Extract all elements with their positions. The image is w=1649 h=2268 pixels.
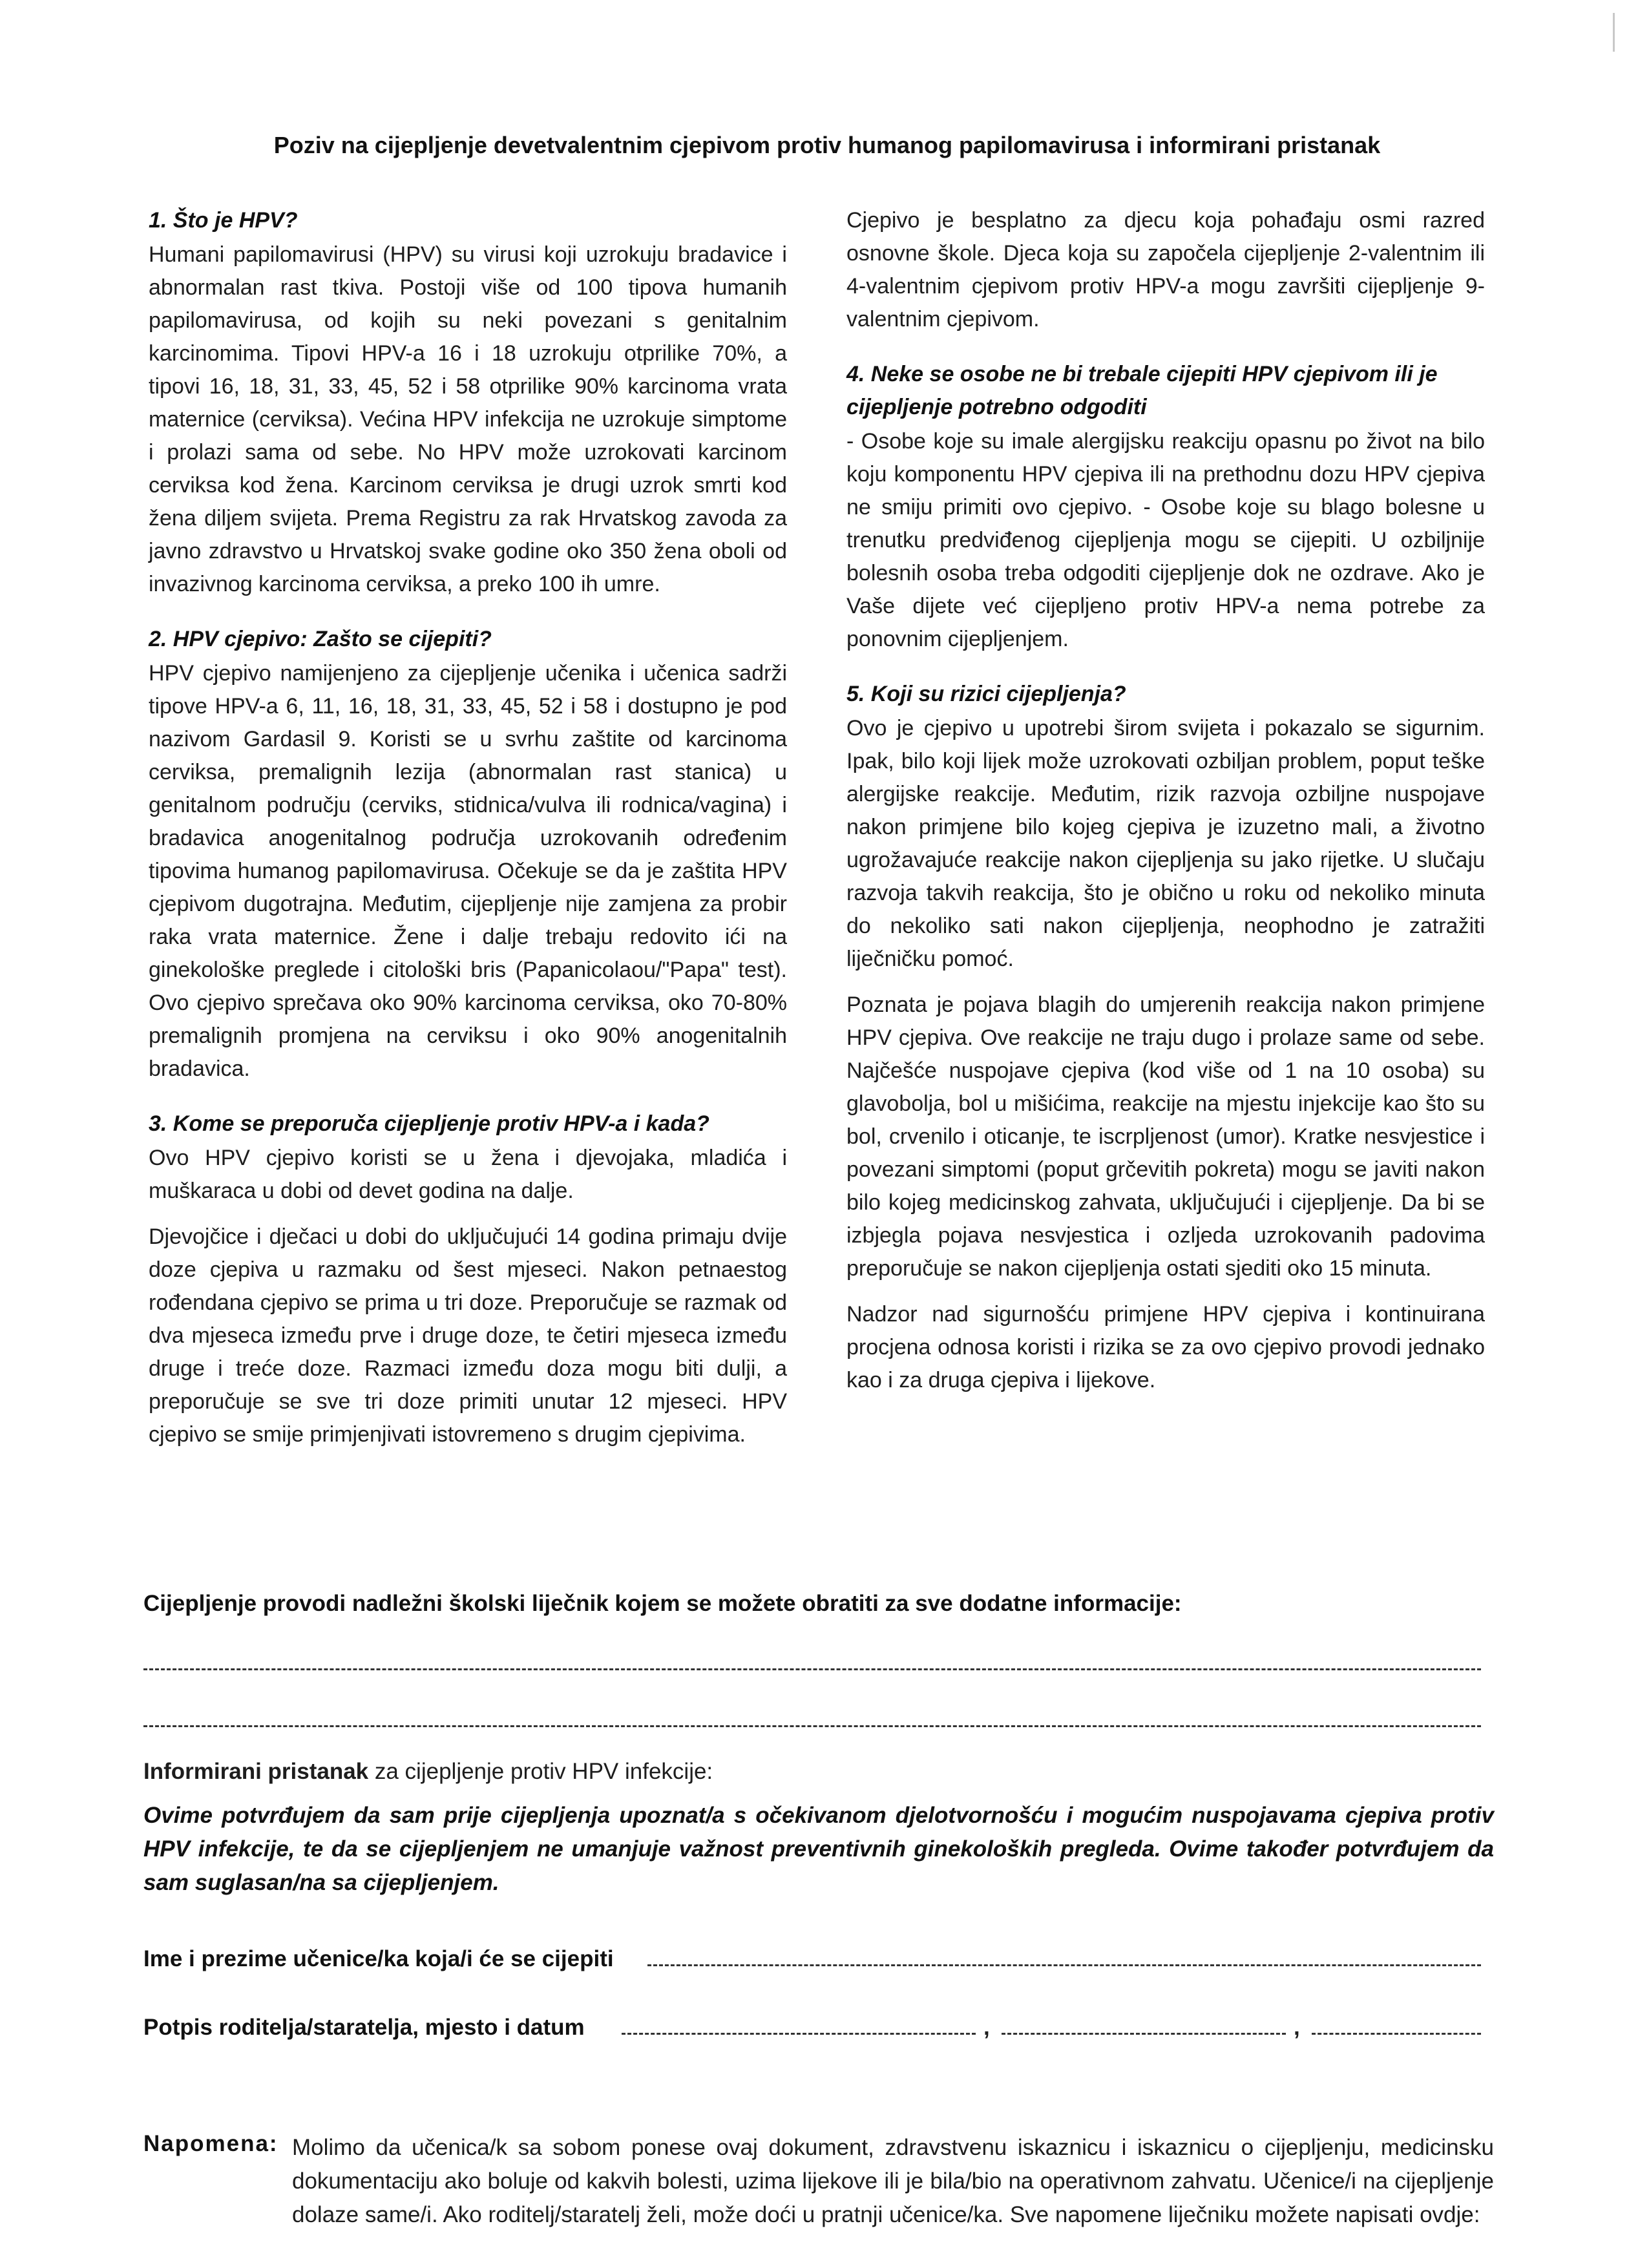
consent-heading [143,1759,713,1785]
section-heading: 2. HPV cjepivo: Zašto se cijepiti? [149,627,492,651]
parent-signature-label: Potpis roditelja/staratelja, mjesto i datum [143,2015,585,2040]
student-name-field[interactable] [647,1964,1481,1966]
section-why-vaccinate [149,623,787,1086]
left-column [149,204,787,1473]
contact-fill-line-2[interactable] [143,1725,1481,1727]
note-text: Molimo da učenica/k sa sobom ponese ovaj dokument, zdravstvenu iskaznicu i iskaznicu o cijepljenju, medicinsku dokumentaciju ako boluje od kakvih bolesti, uzima lijekove ili je bila/bio na operativnom zahvatu. Učenice/i na cijepljenje dolaze same/i. Ako roditelj/staratelj želi, može doći u pratnji učenice/ka. Sve napomene liječniku možete napisati ovdje: [292,2135,1494,2227]
consent-heading-rest: za cijepljenje protiv HPV infekcije: [368,1759,713,1784]
parent-signature-field[interactable] [622,2033,976,2035]
section-contraindications [846,358,1485,656]
student-name-label: Ime i prezime učenice/ka koja/i će se cijepiti [143,1946,614,1971]
section-who-and-when [149,1108,787,1451]
field-separator: , [983,2015,990,2040]
section-paragraph: Ovo HPV cjepivo koristi se u žena i djevojaka, mladića i muškaraca u dobi od devet godina na dalje. [149,1146,787,1203]
note-label: Napomena: [143,2131,278,2156]
date-field[interactable] [1312,2033,1481,2035]
document-title: Poziv na cijepljenje devetvalentnim cjepivom protiv humanog papilomavirusa i informirani pristanak [273,132,1381,158]
field-separator: , [1294,2015,1300,2040]
right-column [846,204,1485,1419]
section-paragraph: Humani papilomavirusi (HPV) su virusi koji uzrokuju bradavice i abnormalan rast tkiva. Postoji više od 100 tipova humanih papilomavirusa, od kojih su neki povezani s genitalnim karcinomima. Tipovi HPV-a 16 i 18 uzrokuju otprilike 70%, a tipovi 16, 18, 31, 33, 45, 52 i 58 otprilike 90% karcinoma vrata maternice (cerviksa). Većina HPV infekcija ne uzrokuje simptome i prolazi sama od sebe. No HPV može uzrokovati karcinom cerviksa kod žena. Karcinom cerviksa je drugi uzrok smrti kod žena diljem svijeta. Prema Registru za rak Hrvatskog zavoda za javno zdravstvo u Hrvatskoj svake godine oko 350 žena oboli od invazivnog karcinoma cerviksa, a preko 100 ih umre. [149,242,787,596]
contact-fill-line-1[interactable] [143,1668,1481,1670]
section-paragraph: Djevojčice i dječaci u dobi do uključujući 14 godina primaju dvije doze cjepiva u razmaku od šest mjeseci. Nakon petnaestog rođendana cjepivo se prima u tri doze. Preporučuje se razmak od dva mjeseca između prve i druge doze, te četiri mjeseca između druge i treće doze. Razmaci između doza mogu biti dulji, a preporučuje se sve tri doze primiti unutar 12 mjeseci. HPV cjepivo se smije primjenjivati istovremeno s drugim cjepivima. [149,1224,787,1447]
consent-statement: Ovime potvrđujem da sam prije cijepljenja upoznat/a s očekivanom djelotvornošću i mogućim nuspojavama cjepiva protiv HPV infekcije, te da se cijepljenjem ne umanjuje važnost preventivnih ginekoloških pregleda. Ovime također potvrđujem da sam suglasan/na sa cijepljenjem. [143,1803,1494,1895]
section-paragraph: Poznata je pojava blagih do umjerenih reakcija nakon primjene HPV cjepiva. Ove reakcije ne traju dugo i prolaze same od sebe. Najčešće nuspojave cjepiva (kod više od 1 na 10 osoba) su glavobolja, bol u mišićima, reakcije na mjestu injekcije kao što su bol, crvenilo i oticanje, te iscrpljenost (umor). Kratke nesvjestice i povezani simptomi (poput grčevitih pokreta) mogu se javiti nakon bilo kojeg medicinskog zahvata, uključujući i cijepljenje. Da bi se izbjegla pojava nesvjestica i ozljeda uzrokovanih padovima preporučuje se nakon cijepljenja ostati sjediti oko 15 minuta. [846,992,1485,1281]
section-paragraph: Nadzor nad sigurnošću primjene HPV cjepiva i kontinuirana procjena odnosa koristi i rizika se za ovo cjepivo provodi jednako kao i za druga cjepiva i lijekove. [846,1302,1485,1392]
section-heading: 4. Neke se osobe ne bi trebale cijepiti HPV cjepivom ili je cijepljenje potrebno odgoditi [846,362,1438,419]
section-heading: 3. Kome se preporuča cijepljenje protiv HPV-a i kada? [149,1111,709,1136]
consent-heading-bold: Informirani pristanak [143,1759,369,1784]
section-risks [846,678,1485,1397]
contact-label: Cijepljenje provodi nadležni školski liječnik kojem se možete obratiti za sve dodatne informacije: [143,1591,1182,1616]
section-paragraph: Cjepivo je besplatno za djecu koja pohađaju osmi razred osnovne škole. Djeca koja su započela cijepljenje 2-valentnim ili 4-valentnim cjepivom protiv HPV-a mogu završiti cijepljenje 9-valentnim cjepivom. [846,208,1485,331]
place-field[interactable] [1002,2033,1286,2035]
section-paragraph: Ovo je cjepivo u upotrebi širom svijeta i pokazalo se sigurnim. Ipak, bilo koji lijek može uzrokovati ozbiljan problem, poput teške alergijske reakcije. Međutim, rizik razvoja ozbiljne nuspojave nakon primjene bilo kojeg cjepiva je izuzetno mali, a životno ugrožavajuće reakcije nakon cijepljenja su jako rijetke. U slučaju razvoja takvih reakcija, što je obično u roku od nekoliko minuta do nekoliko sati nakon cijepljenja, neophodno je zatražiti liječničku pomoć. [846,716,1485,971]
section-paragraph: HPV cjepivo namijenjeno za cijepljenje učenika i učenica sadrži tipove HPV-a 6, 11, 16, 18, 31, 33, 45, 52 i 58 i dostupno je pod nazivom Gardasil 9. Koristi se u svrhu zaštite od karcinoma cerviksa, premalignih lezija (abnormalan rast stanica) u genitalnom području (cerviks, stidnica/vulva ili rodnica/vagina) i bradavica anogenitalnog područja uzrokovanih određenim tipovima humanog papilomavirusa. Očekuje se da je zaštita HPV cjepivom dugotrajna. Međutim, cijepljenje nije zamjena za probir raka vrata maternice. Žene i dalje trebaju redovito ići na ginekološke preglede i citološki bris (Papanicolaou/"Papa" test). Ovo cjepivo sprečava oko 90% karcinoma cerviksa, oko 70-80% premalignih promjena na cerviksu i oko 90% anogenitalnih bradavica. [149,661,787,1081]
section-heading: 1. Što je HPV? [149,208,298,233]
scan-edge-mark [1613,13,1615,52]
section-who-and-when-continued [846,204,1485,336]
section-paragraph: - Osobe koje su imale alergijsku reakciju opasnu po život na bilo koju komponentu HPV cjepiva ili na prethodnu dozu HPV cjepiva ne smiju primiti ovo cjepivo. - Osobe koje su blago bolesne u trenutku predviđenog cijepljenja mogu se cijepiti. U ozbiljnije bolesnih osoba treba odgoditi cijepljenje dok ne ozdrave. Ako je Vaše dijete već cijepljeno protiv HPV-a nema potrebe za ponovnim cijepljenjem. [846,429,1485,651]
section-heading: 5. Koji su rizici cijepljenja? [846,682,1126,706]
section-what-is-hpv [149,204,787,601]
